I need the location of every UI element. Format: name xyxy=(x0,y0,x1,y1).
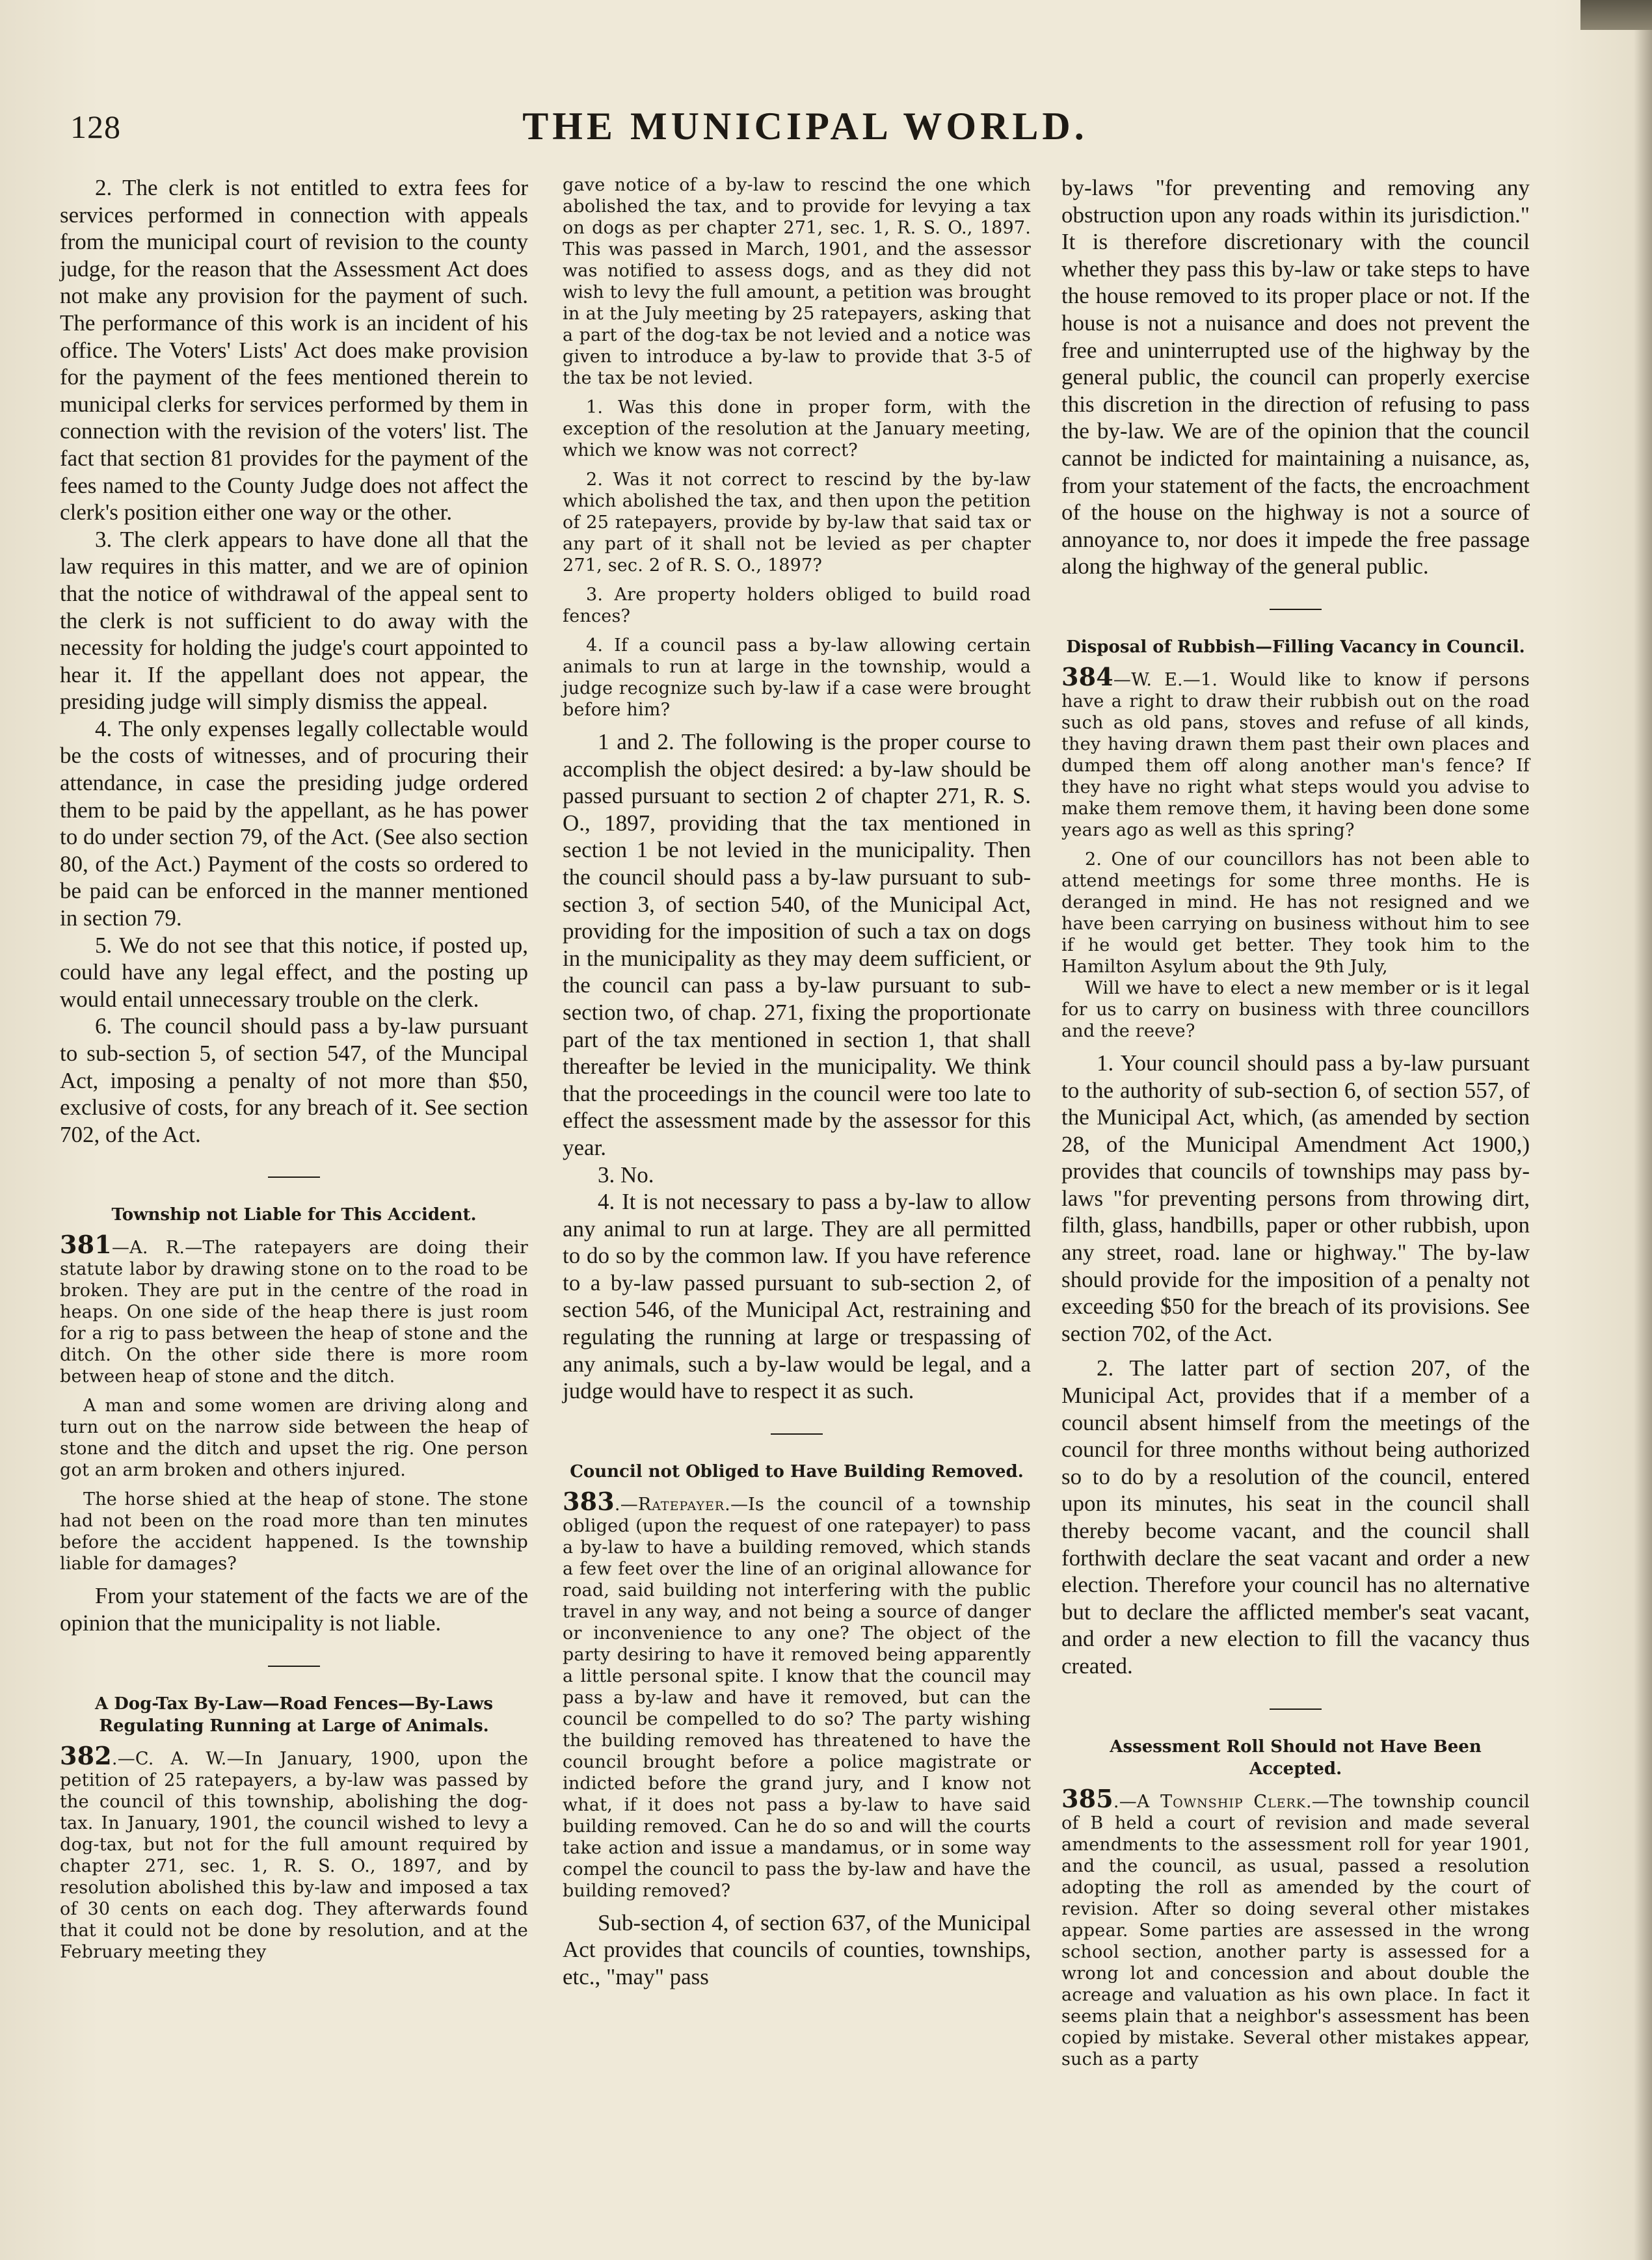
question-text xyxy=(563,1486,1031,1902)
section-divider xyxy=(268,1666,320,1667)
question-text xyxy=(60,1740,528,1963)
question-text: 3. Are property holders obliged to build road fences? xyxy=(563,585,1031,626)
section-divider xyxy=(771,1433,823,1435)
question-heading: Disposal of Rubbish—Filling Vacancy in Council. xyxy=(1066,637,1525,657)
question-number: 384 xyxy=(1061,661,1113,691)
spacer xyxy=(563,1902,1031,1909)
spacer xyxy=(563,576,1031,584)
question-body: .—C. A. W.—In January, 1900, upon the petition of 25 ratepayers, a by-law was passed by the council of this township, abolishing the dog-tax. In January, 1901, the council wished to levy a dog-tax, but not for the full amount required by chapter 271, sec. 1, R. S. O., 1897, and by resolution abolished this by-law and imposed a tax of 30 cents on each dog. They afterwards found that it could not be done by resolution, and at the February meeting they xyxy=(60,1748,528,1962)
spacer xyxy=(1061,1042,1530,1050)
column-1 xyxy=(60,174,528,1963)
page-header xyxy=(70,104,1540,156)
question-text: Will we have to elect a new member or is it legal for us to carry on business with three councillors and the reeve? xyxy=(1061,977,1530,1041)
answer-paragraph: 1. Your council should pass a by-law pursuant to the authority of sub-section 6, of section 557, of the Municipal Act, which, (as amended by section 28, of the Municipal Amendment Act 1900,) provides that councils of townships may pass by-laws "for preventing persons from throwing dirt, filth, glass, handbills, paper or other rubbish, upon any street, road. lane or highway." The by-law should provide for the imposition of a penalty not exceeding $50 for the breach of its provisions. See section 702, of the Act. xyxy=(1061,1050,1530,1346)
question-heading: Township not Liable for This Accident. xyxy=(111,1205,477,1225)
question-body: —A. R.—The ratepayers are doing their statute labor by drawing stone on to the road to be broken. They are put in the centre of the road in heaps. On one side of the heap there is just room for a rig to pass between the heap of stone and the ditch. On the other side there is more room between heap of stone and the ditch. xyxy=(60,1238,528,1387)
masthead-title: THE MUNICIPAL WORLD. xyxy=(522,105,1088,148)
question-text: 4. If a council pass a by-law allowing certain animals to run at large in the township, would a judge recognize such by-law if a case were brought before him? xyxy=(563,635,1031,720)
answer-paragraph: 4. It is not necessary to pass a by-law to allow any animal to run at large. They are all permitted to do so by the common law. If you have reference to a by-law passed pursuant to sub-section 2, of section 546, of the Municipal Act, restraining and regulating the running at large or trespassing of any animals, such a by-law would be legal, and a judge would have to respect it as such. xyxy=(563,1189,1031,1404)
section-divider xyxy=(268,1177,320,1178)
question-signature: A Township Clerk xyxy=(1136,1791,1306,1812)
question-number: 381 xyxy=(60,1230,112,1260)
question-number: 382 xyxy=(60,1740,112,1770)
section-divider xyxy=(1270,609,1322,610)
section-divider xyxy=(1270,1708,1322,1710)
question-text: 2. Was it not correct to rescind by the by-law which abolished the tax, and then upon the petition of 25 ratepayers, provide by by-law that said tax or any part of it shall not be levied as per chapter 271, sec. 2 of R. S. O., 1897? xyxy=(563,470,1031,576)
answer-paragraph: by-laws "for preventing and removing any obstruction upon any roads within its jurisdiction." It is therefore discretionary with the council whether they pass this by-law or take steps to have the house removed to its proper place or not. If the house is not a nuisance and does not prevent the free and uninterrupted use of the highway by the general public, the council can properly exercise this discretion in the direction of refusing to pass the by-law. We are of the opinion that the council cannot be indicted for maintaining a nuisance, as, from your statement of the facts, the encroachment of the house on the highway is not a source of annoyance to, nor does it impede the free passage along the highway of the general public. xyxy=(1061,175,1530,579)
question-signature: Ratepayer xyxy=(637,1494,725,1515)
question-body: .—Is the council of a township obliged (upon the request of one ratepayer) to pass a by-law to have a building removed, which stands a few feet over the line of an original allowance for road, said building not interfering with the public travel in any way, and not being a source of danger or inconvenience to any one? The object of the party desiring to have it removed being apparently a little personal spite. I know that the council may pass a by-law and have it removed, but can the council be compelled to do so? The party wishing the building removed has threatened to have the council brought before a police magistrate or indicted before the grand jury, and I know not what, if it does not pass a by-law to have said building removed. Can he do so and will the courts take action and issue a mandamus, or in some way compel the council to pass the by-law and have the building removed? xyxy=(563,1494,1031,1901)
answer-paragraph: Sub-section 4, of section 637, of the Municipal Act provides that councils of counties, townships, etc., "may" pass xyxy=(563,1909,1031,1990)
spacer xyxy=(563,389,1031,397)
answer-paragraph: From your statement of the facts we are of the opinion that the municipality is not liable. xyxy=(60,1583,528,1636)
question-text xyxy=(1061,1783,1530,2070)
question-number: 383 xyxy=(563,1486,615,1516)
answer-paragraph: 3. No. xyxy=(598,1162,654,1188)
question-heading: Assessment Roll Should not Have Been Accepted. xyxy=(1110,1736,1482,1779)
column-3 xyxy=(1061,174,1530,2070)
spacer xyxy=(1061,841,1530,849)
answer-paragraph: 2. The latter part of section 207, of the Municipal Act, provides that if a member of a council absent himself from the meetings of the council for three months without being authorized so to do by a resolution of the council, entered upon its minutes, his seat in the council shall thereby become vacant, and the council shall forthwith declare the seat vacant and order a new election. Therefore your council has no alternative but to declare the afflicted member's seat vacant, and order a new election to fill the vacancy thus created. xyxy=(1061,1355,1530,1679)
question-text: 1. Was this done in proper form, with the exception of the resolution at the January meeting, which we know was not correct? xyxy=(563,397,1031,460)
spacer xyxy=(60,1387,528,1395)
spacer xyxy=(60,1575,528,1582)
question-dash: .— xyxy=(1113,1791,1137,1812)
question-heading: A Dog-Tax By-Law—Road Fences—By-Laws Regulating Running at Large of Animals. xyxy=(95,1694,493,1736)
question-number: 385 xyxy=(1061,1783,1113,1813)
answer-paragraph: 6. The council should pass a by-law pursuant to sub-section 5, of section 547, of the Muncipal Act, imposing a penalty of not more than $50, exclusive of costs, for any breach of it. See section 702, of the Act. xyxy=(60,1013,528,1147)
question-text xyxy=(60,1230,528,1387)
question-text: gave notice of a by-law to rescind the one which abolished the tax, and to provide for levying a tax on dogs as per chapter 271, sec. 1, R. S. O., 1897. This was passed in March, 1901, and the assessor was notified to assess dogs, and as they did not wish to levy the full amount, a petition was brought in at the July meeting by 25 ratepayers, asking that a part of the dog-tax be not levied and a notice was given to introduce a by-law to provide that 3-5 of the tax be not levied. xyxy=(563,175,1031,388)
spacer xyxy=(563,461,1031,469)
spacer xyxy=(1061,1347,1530,1355)
answer-paragraph: 5. We do not see that this notice, if posted up, could have any legal effect, and the posting up would entail unnecessary trouble on the clerk. xyxy=(60,932,528,1012)
column-2 xyxy=(563,174,1031,1991)
question-body: —W. E.—1. Would like to know if persons have a right to draw their rubbish out on the road such as old pans, stoves and refuse of all kinds, they having drawn them past their own places and dumped them off along another man's fence? If they have no right what steps would you advise to make them remove them, it having been done some years ago as well as this spring? xyxy=(1061,669,1530,840)
answer-paragraph: 4. The only expenses legally collectable would be the costs of witnesses, and of procuring their attendance, in case the presiding judge ordered them to be paid by the appellant, as he has power to do under section 79, of the Act. (See also section 80, of the Act.) Payment of the costs so ordered to be paid can be enforced in the manner mentioned in section 79. xyxy=(60,715,528,931)
page-number: 128 xyxy=(70,109,121,145)
question-dash: .— xyxy=(614,1494,638,1515)
question-heading: Council not Obliged to Have Building Removed. xyxy=(570,1461,1024,1482)
answer-paragraph: 1 and 2. The following is the proper course to accomplish the object desired: a by-law should be passed pursuant to section 2 of chapter 271, R. S. O., 1897, providing that the tax mentioned in section 1 be not levied in the municipality. Then the council should pass a by-law pursuant to sub-section 3, of section 540, of the Municipal Act, providing for the imposition of such a tax on dogs in the municipality as they may deem sufficient, or the council can pass a by-law pursuant to sub-section two, of chap. 271, fixing the proportionate part of the tax mentioned in section 1, that shall thereafter be levied in the municipality. We think that the proceedings in the council were too late to effect the assessment made by the assessor for this year. xyxy=(563,729,1031,1160)
question-text: A man and some women are driving along and turn out on the narrow side between the heap of stone and the ditch and upset the rig. One person got an arm broken and others injured. xyxy=(60,1396,528,1481)
answer-paragraph: 3. The clerk appears to have done all that the law requires in this matter, and we are of opinion that the notice of withdrawal of the appeal sent to the clerk is not sufficient to do away with the necessity for holding the judge's court appointed to hear it. If the appellant does not appear, the presiding judge will simply dismiss the appeal. xyxy=(60,526,528,715)
question-text: The horse shied at the heap of stone. The stone had not been on the road more than ten minutes before the accident happened. Is the township liable for damages? xyxy=(60,1489,528,1575)
page-edge-shadow xyxy=(1634,0,1652,2260)
spacer xyxy=(60,1481,528,1489)
question-text xyxy=(1061,661,1530,841)
answer-paragraph: 2. The clerk is not entitled to extra fees for services performed in connection with appeals from the municipal court of revision to the county judge, for the reason that the Assessment Act does not make any provision for the payment of such. The performance of this work is an incident of his office. The Voters' Lists' Act does make provision for the payment of the fees mentioned therein to municipal clerks for services performed by them in connection with the revision of the voters' list. The fact that section 81 provides for the payment of the fees named to the County Judge does not affect the clerk's position either one way or the other. xyxy=(60,175,528,525)
question-text: 2. One of our councillors has not been able to attend meetings for some three months. He is deranged in mind. He has not resigned and we have been carrying on business without him to see if he would get better. They took him to the Hamilton Asylum about the 9th July, xyxy=(1061,849,1530,977)
spacer xyxy=(563,627,1031,635)
spacer xyxy=(563,721,1031,728)
binding-band xyxy=(1580,0,1652,30)
question-body: .—The township council of B held a court of revision and made several amendments to the assessment roll for year 1901, and the council, as usual, passed a resolution adopting the roll as amended by the court of revision. After so doing several other mistakes appear. Some parties are assessed in the wrong school section, another party is assessed for a wrong lot and concession and about double the acreage and valuation as his own place. In fact it seems plain that a neighbor's assessment has been copied by mistake. Several other mistakes appear, such as a party xyxy=(1061,1791,1530,2069)
